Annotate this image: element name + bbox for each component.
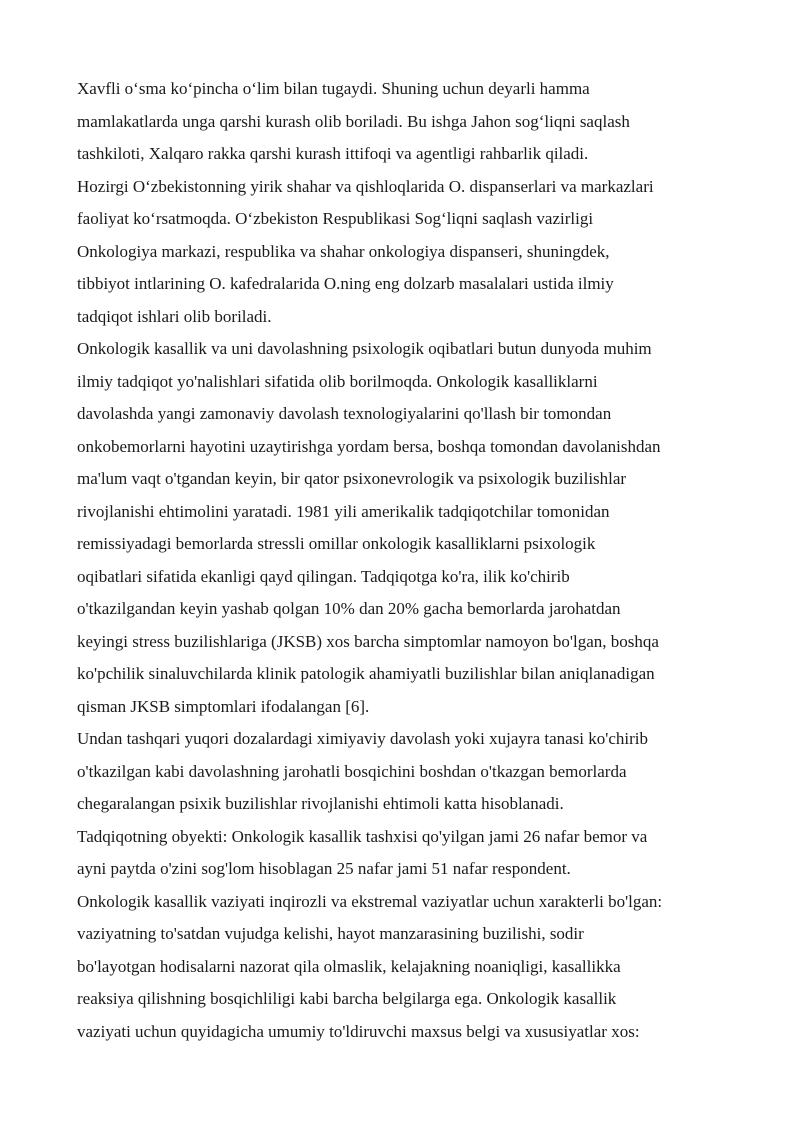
text-line: Onkologiya markazi, respublika va shahar onkologiya dispanseri, shuningdek,: [77, 241, 610, 261]
text-line: vaziyatning to'satdan vujudga kelishi, hayot manzarasining buzilishi, sodir: [77, 924, 584, 943]
text-line: oqibatlari sifatida ekanligi qayd qilingan. Tadqiqotga ko'ra, ilik ko'chirib: [77, 566, 570, 586]
text-line: reaksiya qilishning bosqichliligi kabi barcha belgilarga ega. Onkologik kasallik: [77, 989, 617, 1008]
text-line: ilmiy tadqiqot yo'nalishlari sifatida olib borilmoqda. Onkologik kasalliklarni: [77, 371, 598, 391]
text-line: Tadqiqotning obyekti: Onkologik kasallik tashxisi qo'yilgan jami 26 nafar bemor va: [77, 826, 648, 846]
text-line: Xavfli o‘sma ko‘pincha o‘lim bilan tugaydi. Shuning uchun deyarli hamma: [77, 79, 590, 98]
text-line: Undan tashqari yuqori dozalardagi ximiyaviy davolash yoki xujayra tanasi ko'chirib: [77, 729, 648, 748]
text-line: ko'pchilik sinaluvchilarda klinik patologik ahamiyatli buzilishlar bilan aniqlanadigan: [77, 664, 655, 683]
text-line: tashkiloti, Xalqaro rakka qarshi kurash ittifoqi va agentligi rahbarlik qiladi.: [77, 144, 589, 163]
text-line: keyingi stress buzilishlariga (JKSB) xos barcha simptomlar namoyon bo'lgan, boshqa: [77, 631, 659, 651]
text-line: vaziyati uchun quyidagicha umumiy to'ldiruvchi maxsus belgi va xususiyatlar xos:: [77, 1021, 640, 1041]
text-line: qisman JKSB simptomlari ifodalangan [6].: [77, 696, 370, 716]
text-line: tibbiyot intlarining O. kafedralarida O.ning eng dolzarb masalalari ustida ilmiy: [77, 274, 614, 293]
text-line: rivojlanishi ehtimolini yaratadi. 1981 yili amerikalik tadqiqotchilar tomonidan: [77, 501, 610, 521]
text-line: Onkologik kasallik va uni davolashning psixologik oqibatlari butun dunyoda muhim: [77, 339, 652, 358]
text-line: ma'lum vaqt o'tgandan keyin, bir qator psixonevrologik va psixologik buzilishlar: [77, 469, 627, 488]
text-line: o'tkazilgan kabi davolashning jarohatli bosqichini boshdan o'tkazgan bemorlarda: [77, 761, 627, 781]
text-line: ayni paytda o'zini sog'lom hisoblagan 25 nafar jami 51 nafar respondent.: [77, 859, 571, 878]
text-line: remissiyadagi bemorlarda stressli omillar onkologik kasalliklarni psixologik: [77, 534, 596, 553]
text-line: tadqiqot ishlari olib boriladi.: [77, 306, 272, 326]
text-line: onkobemorlarni hayotini uzaytirishga yordam bersa, boshqa tomondan davolanishdan: [77, 436, 661, 456]
text-line: bo'layotgan hodisalarni nazorat qila olmaslik, kelajakning noaniqligi, kasallikka: [77, 956, 621, 976]
text-line: Hozirgi O‘zbekistonning yirik shahar va qishloqlarida O. dispanserlari va markazlari: [77, 176, 654, 196]
text-line: o'tkazilgandan keyin yashab qolgan 10% dan 20% gacha bemorlarda jarohatdan: [77, 599, 621, 618]
body-text: [77, 73, 737, 1048]
text-line: chegaralangan psixik buzilishlar rivojlanishi ehtimoli katta hisoblanadi.: [77, 794, 564, 813]
text-line: Onkologik kasallik vaziyati inqirozli va ekstremal vaziyatlar uchun xarakterli bo'lgan:: [77, 891, 663, 911]
text-line: mamlakatlarda unga qarshi kurash olib boriladi. Bu ishga Jahon sog‘liqni saqlash: [77, 111, 630, 131]
text-line: faoliyat ko‘rsatmoqda. O‘zbekiston Respublikasi Sog‘liqni saqlash vazirligi: [77, 209, 594, 228]
text-line: davolashda yangi zamonaviy davolash texnologiyalarini qo'llash bir tomondan: [77, 404, 612, 423]
